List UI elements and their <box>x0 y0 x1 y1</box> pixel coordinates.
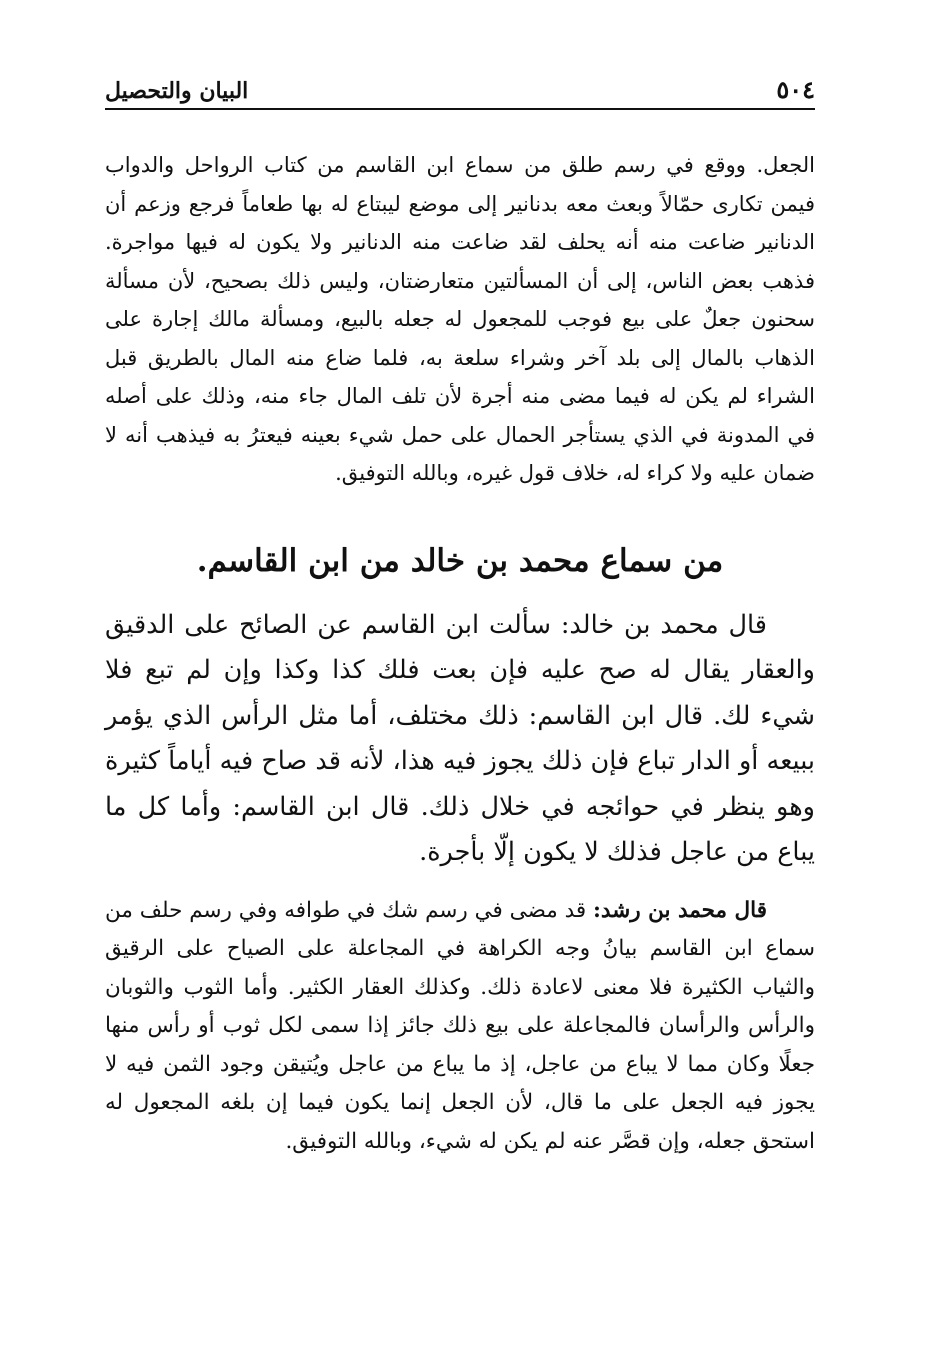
section-heading: من سماع محمد بن خالد من ابن القاسم. <box>196 542 724 579</box>
page-number: ٥٠٤ <box>776 75 815 104</box>
speaker-label: قال محمد بن رشد: <box>592 897 767 923</box>
paragraph-3-text: قد مضى في رسم شك في طوافه وفي رسم حلف من سماع ابن القاسم بيانُ وجه الكراهة في المجاعلة على الصياح على الرقيق والثياب الكثيرة فلا معنى لاعادة ذلك. وكذلك العقار الكثير. وأما الثوب والثوبان والرأس والرأسان فالمجاعلة على بيع ذلك جائز إذا سمى لكل ثوب أو رأس منها جعلًا وكان مما لا يباع من عاجل، إذ ما يباع من عاجل ويُتيقن وجود الثمن فيه لا يجوز فيه الجعل على ما قال، لأن الجعل إنما يكون فيما إن بلغه المجعول له استحق جعله، وإن قصَّر عنه لم يكن له شيء، وبالله التوفيق. <box>105 897 815 1154</box>
paragraph-3 <box>105 892 815 1162</box>
paragraph-2: قال محمد بن خالد: سألت ابن القاسم عن الصائح على الدقيق والعقار يقال له صح عليه فإن بعت فلك كذا وكذا وإن لم تبع فلا شيء لك. قال ابن القاسم: ذلك مختلف، أما مثل الرأس الذي يؤمر ببيعه أو الدار تباع فإن ذلك يجوز فيه هذا، لأنه قد صاح فيه أياماً كثيرة وهو ينظر في حوائجه في خلال ذلك. قال ابن القاسم: وأما كل ما يباع من عاجل فذلك لا يكون إلّا بأجرة. <box>105 609 815 867</box>
running-header <box>105 70 815 110</box>
book-page <box>105 70 815 1161</box>
book-title: البيان والتحصيل <box>105 78 249 104</box>
paragraph-1: الجعل. ووقع في رسم طلق من سماع ابن القاسم من كتاب الرواحل والدواب فيمن تكارى حمّالاً وبعث معه بدنانير إلى موضع ليبتاع له بها طعاماً فرجع وزعم أن الدنانير ضاعت منه أنه يحلف لقد ضاعت منه الدنانير ولا يكون له فيها مواجرة. فذهب بعض الناس، إلى أن المسألتين متعارضتان، وليس ذلك بصحيح، لأن مسألة سحنون جعلٌ على بيع فوجب للمجعول له جعله بالبيع، ومسألة مالك إجارة على الذهاب بالمال إلى بلد آخر وشراء سلعة به، فلما ضاع منه المال بالطريق قبل الشراء لم يكن له فيما مضى منه أجرة لأن تلف المال جاء منه، وذلك على أصله في المدونة في الذي يستأجر الحمال على حمل شيء بعينه فيعترُ به فيذهب أنه لا ضمان عليه ولا كراء له، خلاف قول غيره، وبالله التوفيق. <box>105 153 815 485</box>
